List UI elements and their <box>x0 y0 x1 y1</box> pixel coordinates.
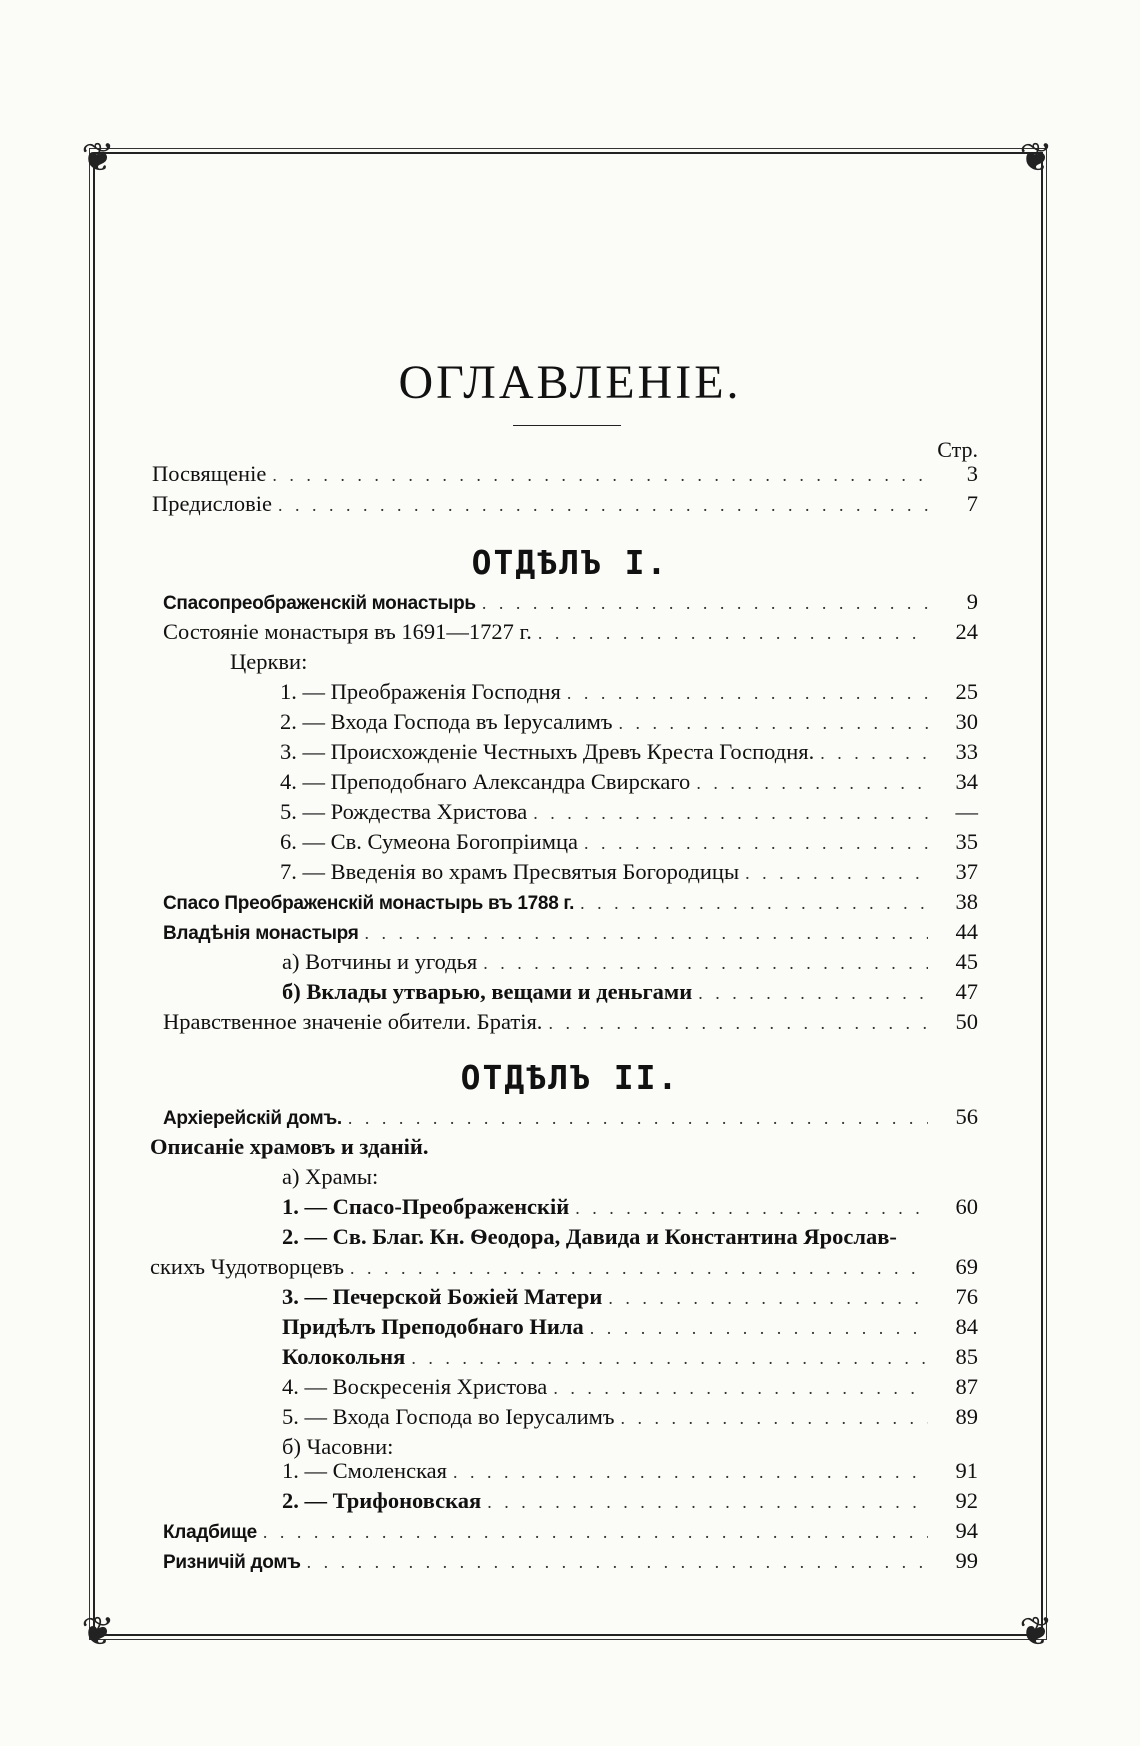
toc-entry-label: 3. — Печерской Божіей Матери <box>282 1284 603 1309</box>
section-heading-1: ОТДѢЛЪ I. <box>471 543 669 582</box>
toc-entry[interactable] <box>163 1102 978 1132</box>
toc-entry[interactable] <box>282 977 978 1007</box>
toc-entry-continued: 2. — Св. Благ. Кн. Ѳеодора, Давида и Константина Ярослав- <box>282 1224 897 1249</box>
leader-dots <box>263 1517 928 1547</box>
toc-entry-page: 94 <box>955 1518 978 1543</box>
leader-dots <box>584 828 928 858</box>
leader-dots <box>580 888 928 918</box>
toc-entry-page: 9 <box>966 589 978 614</box>
toc-entry-page: 47 <box>955 979 978 1004</box>
toc-entry[interactable] <box>280 827 978 857</box>
toc-entry-page: 38 <box>955 889 978 914</box>
leader-dots <box>533 798 928 828</box>
toc-entry[interactable] <box>282 1402 978 1432</box>
toc-entry[interactable] <box>282 1342 978 1372</box>
leader-dots <box>619 708 928 738</box>
section-heading-2: ОТДѢЛЪ II. <box>460 1058 680 1097</box>
leader-dots <box>272 460 928 490</box>
toc-entry[interactable] <box>280 677 978 707</box>
toc-entry-label: Посвященіе <box>152 461 267 486</box>
toc-entry-page: 45 <box>955 949 978 974</box>
toc-entry-page: 69 <box>955 1254 978 1279</box>
toc-subheading: Церкви: <box>230 649 308 674</box>
leader-dots <box>608 1283 928 1313</box>
toc-entry[interactable] <box>280 767 978 797</box>
toc-entry[interactable] <box>282 1312 978 1342</box>
toc-entry[interactable] <box>280 737 978 767</box>
toc-entry-label: 6. — Св. Сумеона Богопріимца <box>280 829 578 854</box>
toc-entry[interactable] <box>282 1282 978 1312</box>
toc-entry-page: 33 <box>955 739 978 764</box>
toc-entry[interactable] <box>282 947 978 977</box>
toc-entry-label: 7. — Введенія во храмъ Пресвятыя Богородицы <box>280 859 740 884</box>
leader-dots <box>696 768 928 798</box>
leader-dots <box>487 1487 928 1517</box>
toc-entry-label: 1. — Смоленская <box>282 1458 447 1483</box>
toc-entry[interactable] <box>150 1252 978 1282</box>
toc-entry-page: 44 <box>955 919 978 944</box>
toc-entry-page: 30 <box>955 709 978 734</box>
toc-entry-page: 37 <box>955 859 978 884</box>
toc-entry-label: Придѣлъ Преподобнаго Нила <box>282 1314 584 1339</box>
toc-entry-label: 5. — Рождества Христова <box>280 799 528 824</box>
ornament-corner-bottom-left: ❦ <box>81 1609 115 1655</box>
toc-entry-label: а) Вотчины и угодья <box>282 949 478 974</box>
toc-entry[interactable] <box>280 857 978 887</box>
toc-entry-label: Спасопреображенскій монастырь <box>163 593 476 614</box>
toc-entry-page: 92 <box>955 1488 978 1513</box>
toc-entry[interactable] <box>163 917 978 947</box>
toc-entry-page: 89 <box>955 1404 978 1429</box>
page-title: ОГЛАВЛЕНІЕ. <box>398 356 742 409</box>
toc-entry-label: б) Вклады утварью, вещами и деньгами <box>282 979 693 1004</box>
toc-entry-page: 85 <box>955 1344 978 1369</box>
ornament-corner-top-right: ❦ <box>1019 135 1053 181</box>
toc-entry-page: 84 <box>955 1314 978 1339</box>
toc-subheading: а) Храмы: <box>282 1164 379 1189</box>
toc-entry-dedication[interactable] <box>152 459 978 489</box>
leader-dots <box>307 1547 928 1577</box>
toc-entry-page: 25 <box>955 679 978 704</box>
leader-dots <box>483 948 928 978</box>
toc-entry[interactable] <box>280 707 978 737</box>
toc-entry-label: скихъ Чудотворцевъ <box>150 1254 344 1279</box>
leader-dots <box>590 1313 928 1343</box>
leader-dots <box>364 918 928 948</box>
leader-dots <box>575 1193 928 1223</box>
toc-entry-label: Нравственное значеніе обители. Братія. <box>163 1009 543 1034</box>
toc-entry-page: 76 <box>955 1284 978 1309</box>
leader-dots <box>411 1343 928 1373</box>
toc-entry-page: 91 <box>955 1458 978 1483</box>
leader-dots <box>548 1008 928 1038</box>
toc-entry[interactable] <box>282 1192 978 1222</box>
toc-entry[interactable] <box>163 1546 978 1576</box>
leader-dots <box>350 1253 928 1283</box>
toc-entry[interactable] <box>163 587 978 617</box>
toc-entry-page: 56 <box>955 1104 978 1129</box>
leader-dots <box>538 618 928 648</box>
toc-entry-label: 3. — Происхожденіе Честныхъ Древъ Креста Господня. <box>280 739 815 764</box>
toc-entry-page: — <box>955 799 978 824</box>
leader-dots <box>567 678 928 708</box>
leader-dots <box>553 1373 928 1403</box>
page-column-header: Стр. <box>937 437 978 462</box>
toc-entry-page: 50 <box>955 1009 978 1034</box>
leader-dots <box>820 738 928 768</box>
ornament-corner-top-left: ❦ <box>81 135 115 181</box>
toc-entry-preface[interactable] <box>152 489 978 519</box>
toc-subheading: Описаніе храмовъ и зданій. <box>150 1134 429 1159</box>
toc-entry-label: 5. — Входа Господа во Іерусалимъ <box>282 1404 615 1429</box>
toc-entry-page: 35 <box>955 829 978 854</box>
toc-entry[interactable] <box>163 1516 978 1546</box>
toc-entry-label: 4. — Воскресенія Христова <box>282 1374 548 1399</box>
leader-dots <box>453 1457 928 1487</box>
toc-entry-page: 3 <box>966 461 978 486</box>
toc-entry-label: Состояніе монастыря въ 1691—1727 г. <box>163 619 532 644</box>
toc-entry[interactable] <box>163 1007 978 1037</box>
toc-entry[interactable] <box>282 1372 978 1402</box>
toc-entry[interactable] <box>163 887 978 917</box>
toc-entry-page: 60 <box>955 1194 978 1219</box>
toc-entry-page: 87 <box>955 1374 978 1399</box>
toc-entry-label: Ризничій домъ <box>163 1552 301 1573</box>
toc-entry-label: 2. — Трифоновская <box>282 1488 482 1513</box>
leader-dots <box>278 490 928 520</box>
toc-entry-label: 1. — Преображенія Господня <box>280 679 561 704</box>
leader-dots <box>348 1103 928 1133</box>
leader-dots <box>482 588 928 618</box>
toc-entry[interactable] <box>282 1486 978 1516</box>
leader-dots <box>745 858 928 888</box>
leader-dots <box>698 978 928 1008</box>
toc-subheading: б) Часовни: <box>282 1434 394 1459</box>
toc-entry-label: 2. — Входа Господа въ Іерусалимъ <box>280 709 613 734</box>
leader-dots <box>621 1403 928 1433</box>
toc-entry-page: 7 <box>966 491 978 516</box>
toc-entry[interactable] <box>282 1456 978 1486</box>
toc-entry-page: 99 <box>955 1548 978 1573</box>
toc-entry-page: 34 <box>955 769 978 794</box>
toc-entry-page: 24 <box>955 619 978 644</box>
toc-entry-label: Предисловіе <box>152 491 273 516</box>
toc-entry-label: Архіерейскій домъ. <box>163 1108 342 1129</box>
ornament-corner-bottom-right: ❦ <box>1019 1609 1053 1655</box>
toc-entry[interactable] <box>163 617 978 647</box>
toc-entry-label: Кладбище <box>163 1522 257 1543</box>
toc-entry-label: 4. — Преподобнаго Александра Свирскаго <box>280 769 691 794</box>
toc-entry-label: Спасо Преображенскій монастырь въ 1788 г. <box>163 893 575 914</box>
toc-entry-label: Колокольня <box>282 1344 406 1369</box>
toc-entry[interactable] <box>280 797 978 827</box>
toc-entry-label: 1. — Спасо-Преображенскій <box>282 1194 570 1219</box>
toc-entry-label: Владѣнія монастыря <box>163 923 359 944</box>
